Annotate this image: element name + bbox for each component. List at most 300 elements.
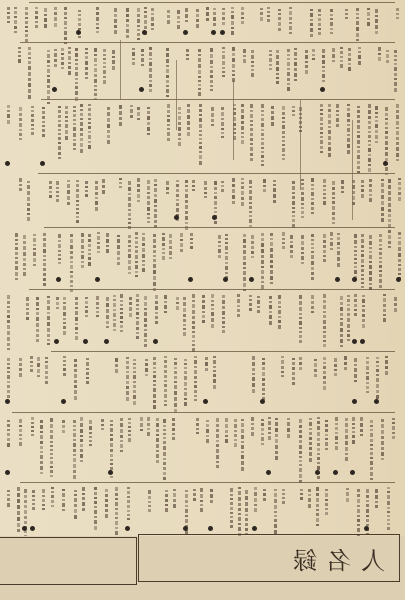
text-column [366, 234, 374, 291]
text-column [279, 488, 287, 505]
text-column [259, 357, 267, 401]
text-column [47, 417, 55, 478]
text-column [238, 6, 246, 25]
text-column [55, 233, 63, 265]
text-column [267, 232, 275, 285]
text-column [161, 294, 169, 314]
text-column [152, 294, 160, 325]
text-column [308, 233, 316, 281]
text-column [82, 180, 90, 198]
text-column [329, 47, 337, 63]
column-rule [176, 60, 177, 130]
text-column [177, 232, 185, 253]
bullet-mark [315, 470, 320, 475]
text-column [358, 179, 366, 199]
text-column [308, 177, 316, 215]
text-column [102, 488, 110, 519]
text-column [378, 418, 386, 461]
text-column [103, 232, 111, 254]
text-column [208, 106, 216, 127]
text-column [34, 356, 42, 378]
text-column [85, 103, 93, 150]
bullet-mark [352, 277, 357, 282]
text-column [21, 488, 29, 540]
text-column [163, 47, 171, 98]
bullet-mark [208, 526, 213, 531]
text-column [98, 418, 106, 431]
text-column [16, 106, 24, 141]
bullet-mark [188, 277, 193, 282]
row-rule [29, 2, 395, 3]
text-column [354, 105, 362, 174]
text-column [187, 232, 195, 250]
text-column [30, 233, 38, 267]
text-column [222, 417, 230, 444]
row-rule [20, 482, 395, 483]
text-column [342, 8, 350, 20]
text-column [272, 417, 280, 461]
text-column [320, 178, 328, 206]
text-column [191, 355, 199, 402]
bullet-mark [220, 30, 225, 35]
text-column [99, 178, 107, 195]
text-column [351, 357, 359, 383]
text-column [93, 295, 101, 318]
text-column [246, 294, 254, 312]
text-column [11, 6, 19, 34]
text-column [307, 8, 315, 38]
text-column [79, 486, 87, 512]
text-column [278, 355, 286, 378]
bullet-mark [76, 30, 81, 35]
text-column [67, 233, 75, 293]
bullet-mark [350, 470, 355, 475]
text-column [60, 355, 68, 377]
text-column [163, 180, 171, 195]
row-rule [51, 351, 395, 352]
text-column [134, 177, 142, 203]
bullet-mark [95, 277, 100, 282]
bullet-mark [252, 526, 257, 531]
text-column [218, 106, 226, 139]
text-column [353, 7, 361, 42]
text-column [197, 487, 205, 513]
text-column [59, 488, 67, 512]
bullet-mark [5, 470, 10, 475]
text-column [4, 419, 12, 448]
text-column [116, 104, 124, 127]
text-column [268, 105, 276, 127]
text-column [23, 296, 31, 321]
text-column [129, 47, 137, 66]
text-column [183, 48, 191, 61]
text-column [234, 293, 242, 318]
text-column [296, 294, 304, 344]
text-column [193, 417, 201, 435]
text-column [213, 417, 221, 469]
text-column [39, 106, 47, 138]
text-column [207, 488, 215, 504]
text-column [249, 355, 257, 394]
text-column [329, 180, 337, 225]
bullet-mark [142, 30, 147, 35]
row-rule [20, 42, 395, 43]
text-column [305, 488, 313, 509]
column-rule [300, 100, 301, 190]
text-column [142, 358, 150, 377]
text-column [64, 179, 72, 206]
text-column [39, 488, 47, 511]
text-column [85, 233, 93, 267]
text-column [201, 180, 209, 199]
text-column [40, 232, 48, 287]
text-column [37, 419, 45, 475]
bullet-mark [352, 399, 357, 404]
text-column [248, 416, 256, 437]
text-column [82, 296, 90, 318]
text-column [117, 293, 125, 333]
text-column [207, 47, 215, 92]
bullet-mark [212, 215, 217, 220]
text-column [138, 48, 146, 67]
text-column [51, 6, 59, 28]
text-column [124, 486, 132, 521]
text-column [344, 103, 352, 155]
text-column [227, 487, 235, 529]
text-column [229, 177, 237, 205]
text-column [171, 357, 179, 414]
text-column [334, 232, 342, 268]
text-column [41, 7, 49, 29]
bullet-mark [174, 215, 179, 220]
text-column [151, 178, 159, 229]
text-column [196, 103, 204, 166]
text-column [363, 356, 371, 394]
text-column [238, 177, 246, 207]
text-column [134, 106, 142, 121]
text-column [391, 296, 399, 313]
text-column [332, 416, 340, 451]
text-column [246, 179, 254, 228]
text-column [123, 7, 131, 39]
text-column [291, 47, 299, 82]
text-column [349, 416, 357, 445]
text-column [271, 488, 279, 535]
text-column [145, 489, 153, 513]
text-column [141, 295, 149, 348]
text-column [337, 46, 345, 69]
text-column [4, 357, 12, 399]
text-column [248, 49, 256, 78]
text-column [203, 419, 211, 444]
text-column [218, 180, 226, 193]
text-column [161, 355, 169, 407]
column-rule [233, 80, 234, 160]
text-column [389, 417, 397, 440]
bullet-mark [266, 470, 271, 475]
text-column [16, 177, 24, 192]
text-column [210, 7, 218, 27]
text-column [258, 232, 266, 290]
text-column [125, 417, 133, 443]
text-column [313, 486, 321, 527]
text-column [189, 179, 197, 192]
text-column [16, 357, 24, 378]
text-column [210, 355, 218, 390]
text-column [222, 233, 230, 281]
bullet-mark [383, 161, 388, 166]
text-column [73, 179, 81, 224]
text-column [264, 6, 272, 23]
text-column [48, 486, 56, 508]
text-column [193, 8, 201, 29]
text-column [164, 103, 172, 142]
bullet-mark [104, 339, 109, 344]
bullet-mark [352, 339, 357, 344]
text-column [338, 179, 346, 194]
text-column [219, 7, 227, 26]
text-column [395, 177, 403, 202]
text-column [319, 48, 327, 83]
text-column [53, 180, 61, 203]
text-column [317, 103, 325, 154]
bullet-mark [364, 526, 369, 531]
text-column [258, 103, 266, 167]
text-column [297, 488, 305, 501]
bullet-mark [223, 277, 228, 282]
title-box [138, 534, 400, 582]
text-column [364, 7, 372, 27]
text-column [228, 6, 236, 36]
text-column [170, 488, 178, 509]
text-column [116, 177, 124, 189]
text-column [372, 8, 380, 35]
bullet-mark [56, 277, 61, 282]
text-column [180, 296, 188, 337]
text-column [86, 419, 94, 447]
text-column [395, 231, 403, 281]
text-column [367, 419, 375, 481]
text-column [349, 179, 357, 206]
column-rule [120, 40, 121, 100]
bullet-mark [183, 30, 188, 35]
text-column [4, 294, 12, 351]
text-column [275, 8, 283, 32]
text-column [112, 486, 120, 536]
text-column [71, 489, 79, 520]
text-column [247, 103, 255, 162]
text-column [322, 488, 330, 516]
bullet-mark [54, 339, 59, 344]
text-column [357, 416, 365, 437]
text-column [286, 6, 294, 35]
bullet-mark [320, 87, 325, 92]
text-column [375, 46, 383, 62]
text-column [33, 296, 41, 343]
text-column [182, 7, 190, 23]
text-column [169, 417, 177, 441]
text-column [91, 47, 99, 101]
text-column [59, 419, 67, 434]
text-column [251, 486, 259, 513]
text-column [240, 48, 248, 64]
bullet-mark [83, 339, 88, 344]
text-column [311, 358, 319, 378]
text-column [104, 106, 112, 145]
text-column [114, 234, 122, 266]
text-column [322, 419, 330, 451]
bullet-mark [153, 339, 158, 344]
text-column [4, 104, 12, 125]
text-column [238, 103, 246, 145]
text-column [359, 294, 367, 329]
text-column [391, 49, 399, 93]
text-column [279, 231, 287, 250]
text-column [229, 46, 237, 83]
text-column [189, 293, 197, 353]
text-column [72, 47, 80, 102]
text-column [325, 103, 333, 158]
text-column [144, 416, 152, 437]
text-column [355, 46, 363, 66]
bullet-mark [333, 470, 338, 475]
text-column [382, 355, 390, 376]
text-column [320, 356, 328, 391]
text-column [354, 488, 362, 539]
text-column [393, 103, 401, 162]
text-column [199, 294, 207, 324]
text-column [248, 234, 256, 259]
column-rule [352, 120, 353, 220]
bullet-mark [139, 87, 144, 92]
row-rule [38, 173, 395, 174]
text-column [296, 356, 304, 371]
document-title: 人名録 [283, 546, 385, 575]
bullet-mark [5, 161, 10, 166]
text-column [112, 357, 120, 374]
text-column [393, 7, 401, 20]
text-column [289, 180, 297, 229]
text-column [208, 293, 216, 329]
bullet-mark [203, 399, 208, 404]
bullet-mark [125, 526, 130, 531]
row-rule [29, 289, 395, 290]
bullet-mark [335, 277, 340, 282]
text-column [125, 180, 133, 230]
text-column [25, 46, 33, 100]
text-column [306, 417, 314, 463]
text-column [71, 358, 79, 401]
text-column [77, 103, 85, 154]
bullet-mark [40, 161, 45, 166]
text-column [327, 8, 335, 35]
text-column [240, 233, 248, 292]
text-column [273, 49, 281, 85]
text-column [315, 8, 323, 36]
text-column [309, 48, 317, 61]
text-column [219, 46, 227, 78]
text-column [109, 49, 117, 71]
bullet-mark [249, 277, 254, 282]
text-column [376, 233, 384, 289]
text-column [296, 418, 304, 484]
row-rule [44, 227, 395, 228]
text-column [266, 295, 274, 326]
text-column [384, 486, 392, 531]
text-column [22, 6, 30, 43]
text-column [260, 178, 268, 193]
bullet-mark [52, 87, 57, 92]
text-column [12, 232, 20, 281]
text-column [42, 356, 50, 385]
text-column [111, 7, 119, 35]
text-column [29, 489, 37, 511]
text-column [373, 356, 381, 404]
text-column [24, 180, 32, 222]
text-column [385, 234, 393, 249]
text-column [320, 293, 328, 348]
text-column [331, 357, 339, 377]
text-column [32, 6, 40, 29]
text-column [383, 49, 391, 64]
text-column [181, 358, 189, 407]
text-column [61, 6, 69, 45]
text-column [164, 9, 172, 25]
text-column [130, 358, 138, 406]
bullet-mark [211, 30, 216, 35]
text-column [254, 295, 262, 314]
text-column [28, 105, 36, 136]
text-column [270, 179, 278, 204]
text-column [372, 488, 380, 509]
text-column [44, 295, 52, 346]
text-column [160, 418, 168, 481]
bullet-mark [108, 470, 113, 475]
bullet-mark [396, 277, 401, 282]
text-column [16, 418, 24, 447]
text-column [93, 6, 101, 34]
bullet-mark [30, 526, 35, 531]
row-rule [41, 99, 395, 100]
text-column [60, 296, 68, 336]
text-column [72, 296, 80, 341]
bullet-mark [183, 526, 188, 531]
text-column [146, 46, 154, 93]
footer-left-frame [0, 537, 137, 585]
text-column [82, 47, 90, 80]
text-column [351, 293, 359, 317]
text-column [150, 233, 158, 292]
text-column [4, 489, 12, 508]
row-rule [12, 412, 395, 413]
text-column [260, 488, 268, 502]
text-column [333, 103, 341, 128]
text-column [77, 416, 85, 463]
text-column [341, 355, 349, 371]
text-column [284, 417, 292, 439]
text-column [287, 234, 295, 259]
text-column [91, 486, 99, 531]
text-column [366, 178, 374, 203]
text-column [202, 356, 210, 372]
text-column [15, 46, 23, 64]
text-column [238, 418, 246, 472]
text-column [83, 357, 91, 385]
bullet-mark [61, 399, 66, 404]
text-column [308, 294, 316, 314]
bullet-mark [260, 399, 265, 404]
text-column [162, 489, 170, 513]
